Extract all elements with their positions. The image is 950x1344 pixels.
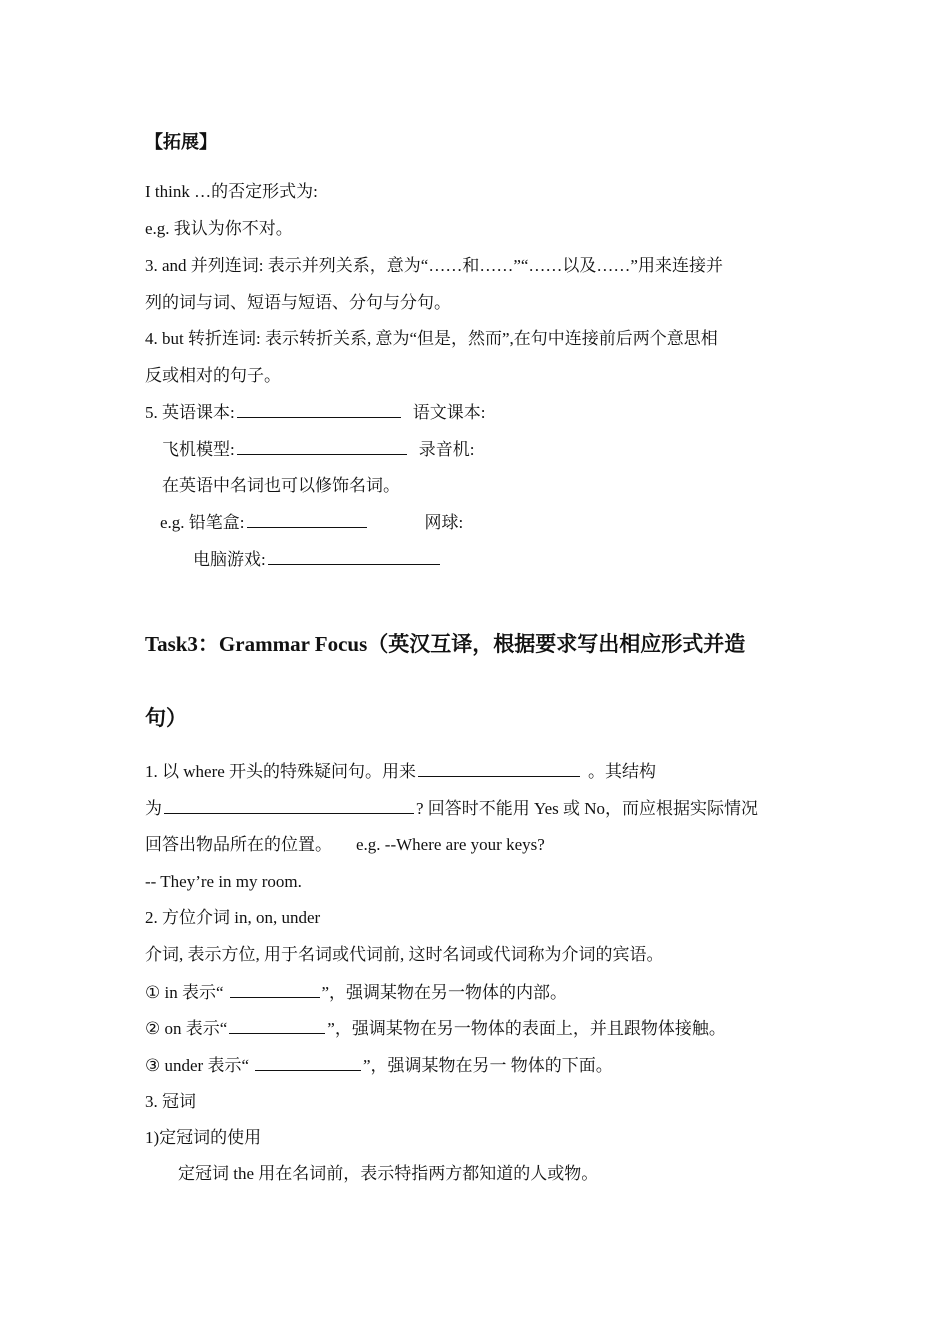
under-text-a: ③ under 表示“ — [145, 1056, 249, 1075]
example-line: e.g. 我认为你不对。 — [145, 219, 293, 238]
tape-player-label: 录音机: — [418, 440, 475, 459]
definite-article-desc: 定冠词 the 用在名词前，表示特指两方都知道的人或物。 — [178, 1164, 599, 1183]
prepositions-desc: 介词, 表示方位, 用于名词或代词前, 这时名词或代词称为介词的宾语。 — [145, 945, 664, 964]
pencil-box-label: e.g. 铅笔盒: — [160, 513, 245, 532]
where-question-text-c: 为 — [145, 799, 162, 818]
noun-modifier-note: 在英语中名词也可以修饰名词。 — [162, 476, 400, 495]
tennis-label: 网球: — [424, 513, 464, 532]
plane-model-blank[interactable] — [237, 438, 407, 455]
on-text-a: ② on 表示“ — [145, 1019, 228, 1038]
on-text-b: ”，强调某物在另一物体的表面上，并且跟物体接触。 — [327, 1019, 726, 1038]
and-line-1: 3. and 并列连词: 表示并列关系，意为“……和……”“……以及……”用来连接并 — [145, 256, 723, 275]
computer-game-blank[interactable] — [268, 548, 440, 565]
task3-title-line-2: 句） — [145, 706, 187, 730]
where-question-line-1 — [145, 760, 656, 783]
where-question-text-a: 1. 以 where 开头的特殊疑问句。用来 — [145, 762, 417, 781]
under-meaning-blank[interactable] — [255, 1054, 361, 1071]
where-question-text-b: 。其结构 — [588, 762, 657, 781]
where-question-text-e: 回答出物品所在的位置。 — [145, 835, 332, 854]
english-book-blank[interactable] — [237, 401, 401, 418]
computer-game-label: 电脑游戏: — [193, 550, 266, 569]
but-line-1: 4. but 转折连词: 表示转折关系, 意为“但是，然而”,在句中连接前后两个意思相 — [145, 329, 718, 348]
nouns-row-2 — [162, 438, 474, 461]
where-question-line-2 — [145, 797, 758, 820]
in-text-a: ① in 表示“ — [145, 983, 224, 1002]
prepositions-title: 2. 方位介词 in, on, under — [145, 908, 321, 927]
where-example: e.g. --Where are your keys? — [356, 835, 545, 854]
articles-title: 3. 冠词 — [145, 1092, 196, 1111]
under-text-b: ”，强调某物在另一 物体的下面。 — [363, 1056, 613, 1075]
nouns-row-3 — [160, 511, 463, 534]
on-line — [145, 1017, 726, 1040]
definite-article-subtitle: 1)定冠词的使用 — [145, 1128, 262, 1147]
task3-title-line-1: Task3：Grammar Focus（英汉互译，根据要求写出相应形式并造 — [145, 632, 746, 656]
and-line-2: 列的词与词、短语与短语、分句与分句。 — [145, 293, 451, 312]
english-book-label: 5. 英语课本: — [145, 403, 235, 422]
in-line — [145, 981, 567, 1004]
chinese-book-label: 语文课本: — [412, 403, 486, 422]
nouns-row-4 — [193, 548, 442, 571]
in-meaning-blank[interactable] — [230, 981, 320, 998]
in-text-b: ”，强调某物在另一物体的内部。 — [321, 983, 568, 1002]
plane-model-label: 飞机模型: — [162, 440, 235, 459]
where-structure-blank[interactable] — [164, 797, 414, 814]
extension-heading: 【拓展】 — [145, 132, 217, 152]
pencil-box-blank[interactable] — [247, 511, 367, 528]
under-line — [145, 1054, 613, 1077]
where-question-line-3 — [145, 834, 545, 856]
where-usage-blank[interactable] — [418, 760, 580, 777]
where-answer-line: -- They’re in my room. — [145, 872, 302, 891]
but-line-2: 反或相对的句子。 — [145, 366, 281, 385]
on-meaning-blank[interactable] — [229, 1017, 325, 1034]
nouns-row-1 — [145, 401, 485, 424]
i-think-line: I think …的否定形式为: — [145, 182, 318, 201]
where-question-text-d: ? 回答时不能用 Yes 或 No，而应根据实际情况 — [416, 799, 759, 818]
